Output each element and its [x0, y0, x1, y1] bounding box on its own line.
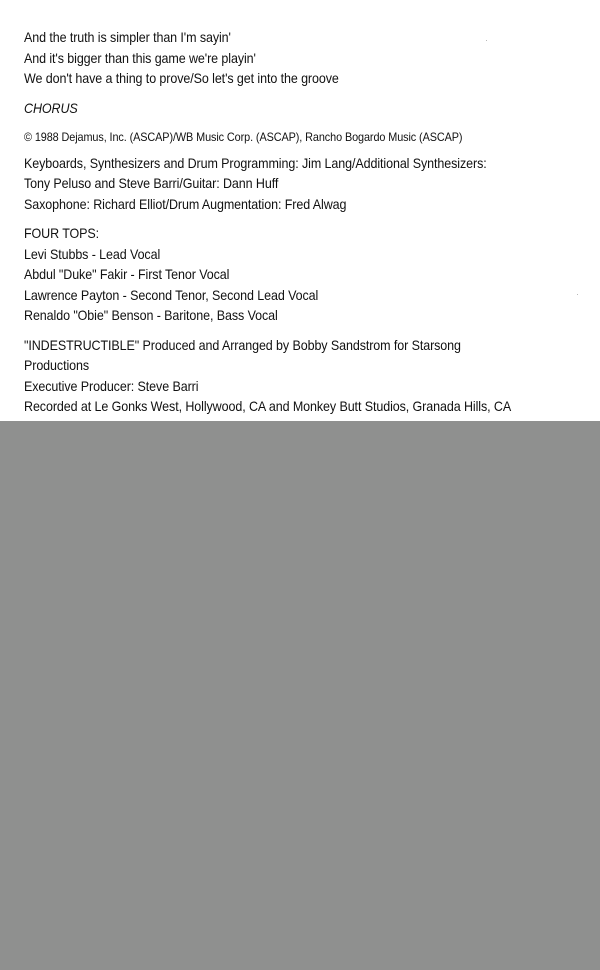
credit-line: Keyboards, Synthesizers and Drum Programming: Jim Lang/Additional Synthesizers:	[24, 155, 487, 171]
paper-speck	[577, 294, 578, 295]
group-credits	[24, 224, 539, 327]
paper-speck	[486, 40, 487, 41]
member-line: Lawrence Payton - Second Tenor, Second Lead Vocal	[24, 287, 319, 303]
group-heading: FOUR TOPS:	[24, 226, 100, 241]
credit-line: Saxophone: Richard Elliot/Drum Augmentation: Fred Alwag	[24, 196, 347, 212]
chorus-label: CHORUS	[24, 100, 78, 116]
production-line: Executive Producer: Steve Barri	[24, 378, 199, 394]
liner-notes-text	[24, 28, 539, 427]
gray-overlay	[0, 421, 600, 970]
lyrics-block	[24, 28, 539, 90]
musicians-credits	[24, 154, 539, 216]
lyric-line: And the truth is simpler than I'm sayin'	[24, 30, 231, 45]
production-line: Productions	[24, 358, 90, 373]
credit-line: Tony Peluso and Steve Barri/Guitar: Dann Huff	[24, 176, 279, 191]
lyric-line: And it's bigger than this game we're playin'	[24, 50, 256, 66]
member-line: Levi Stubbs - Lead Vocal	[24, 246, 161, 262]
production-line: "INDESTRUCTIBLE" Produced and Arranged by Bobby Sandstrom for Starsong	[24, 337, 461, 353]
production-line: Recorded at Le Gonks West, Hollywood, CA and Monkey Butt Studios, Granada Hills, CA	[24, 399, 512, 414]
member-line: Renaldo "Obie" Benson - Baritone, Bass Vocal	[24, 308, 278, 323]
production-credits	[24, 336, 539, 418]
copyright-notice: © 1988 Dejamus, Inc. (ASCAP)/WB Music Corp. (ASCAP), Rancho Bogardo Music (ASCAP)	[24, 130, 463, 144]
member-line: Abdul "Duke" Fakir - First Tenor Vocal	[24, 267, 230, 282]
lyric-line: We don't have a thing to prove/So let's get into the groove	[24, 71, 339, 86]
